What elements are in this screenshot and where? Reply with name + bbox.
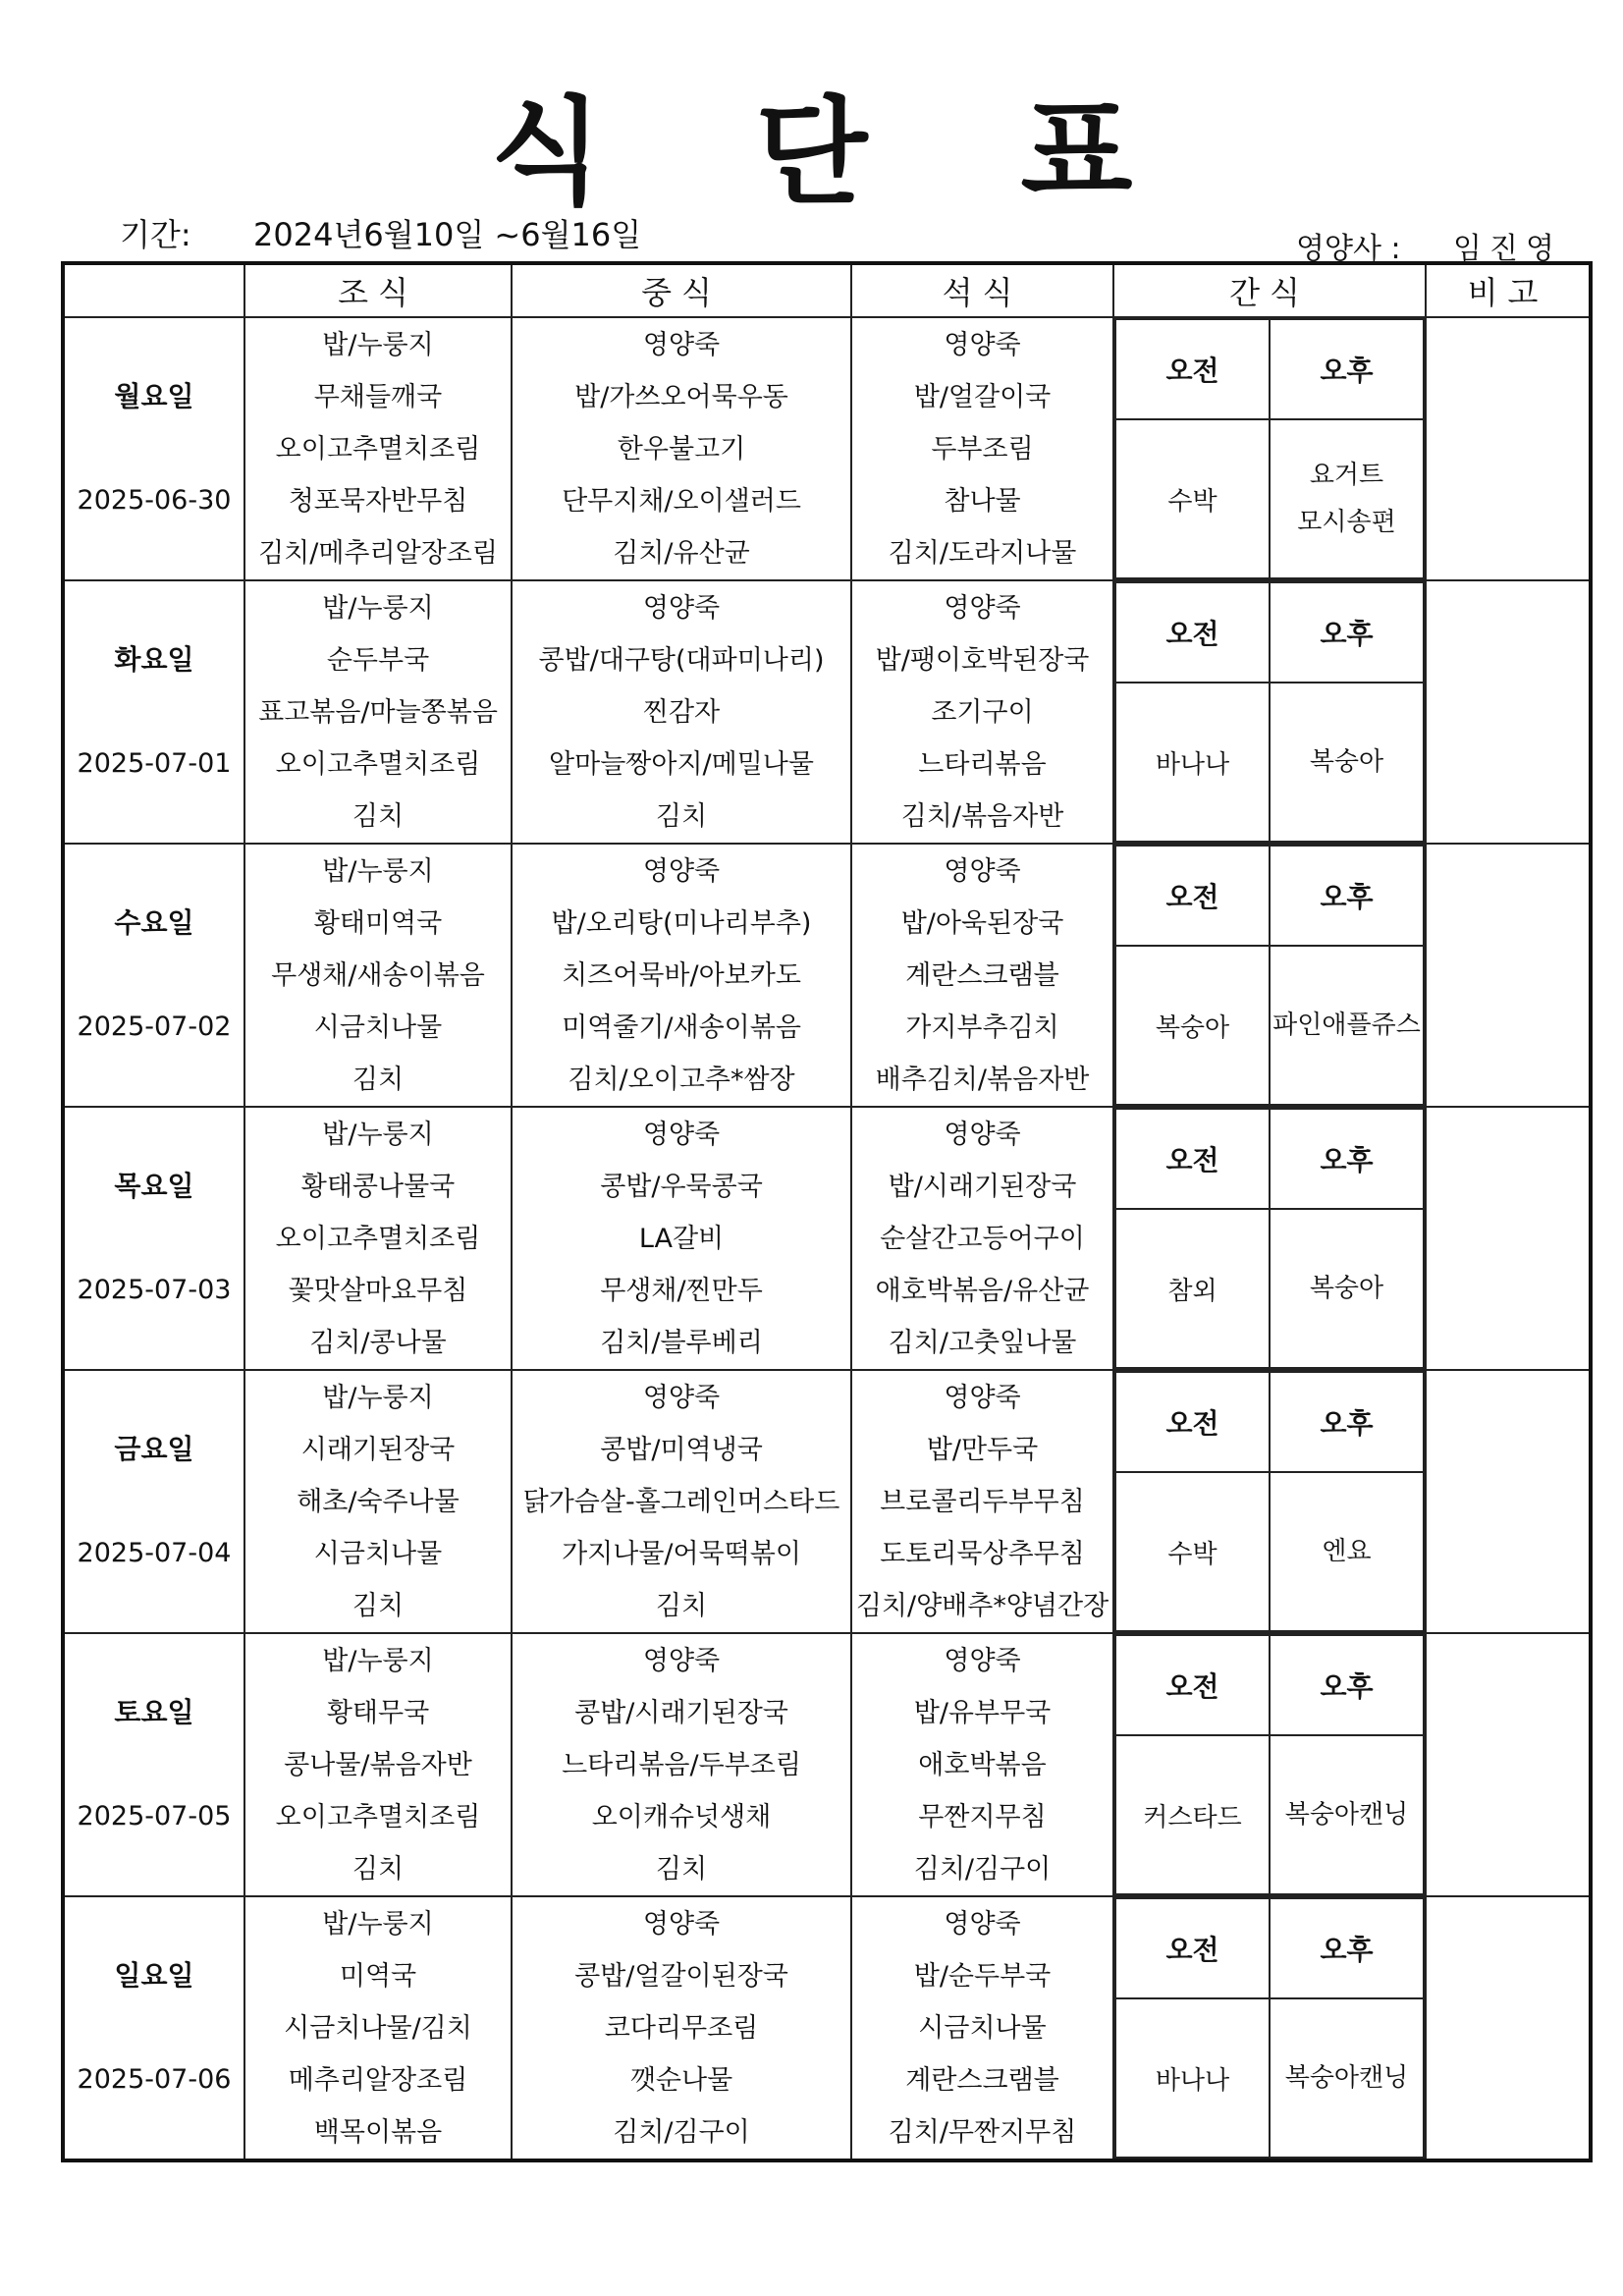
menu-item: 영양죽 (642, 1908, 721, 1940)
snack-pm-value: 복숭아캔닝 (1270, 1998, 1424, 2158)
menu-item: 오이고추멸치조림 (275, 1223, 481, 1254)
dinner-cell (851, 1896, 1113, 2160)
menu-item: 오이고추멸치조림 (275, 748, 481, 780)
menu-item: 찐감자 (642, 696, 721, 728)
menu-item: 황태콩나물국 (300, 1171, 456, 1202)
menu-item: 표고볶음/마늘쫑볶음 (258, 696, 498, 728)
snack-cell (1113, 1107, 1426, 1370)
title-char: 표 (1020, 84, 1133, 220)
menu-item: 밥/팽이호박된장국 (875, 644, 1090, 676)
menu-item: 황태미역국 (313, 907, 443, 939)
menu-item: 코다리무조림 (604, 2012, 759, 2044)
day-name: 일요일 (114, 1959, 194, 1992)
menu-item: 콩밥/얼갈이된장국 (574, 1960, 788, 1992)
note-cell (1426, 1896, 1591, 2160)
dinner-cell (851, 317, 1113, 580)
menu-table (61, 261, 1593, 2162)
snack-am-label: 오전 (1115, 1635, 1270, 1735)
menu-item: 두부조림 (931, 433, 1034, 465)
dinner-cell (851, 1107, 1113, 1370)
header-lunch: 중식 (512, 263, 851, 317)
menu-item: 무채들깨국 (313, 381, 443, 412)
menu-item: 순두부국 (326, 644, 430, 676)
menu-item: 해초/숙주나물 (297, 1486, 460, 1517)
menu-item: 애호박볶음 (918, 1749, 1047, 1780)
menu-item: 미역줄기/새송이볶음 (562, 1011, 801, 1043)
snack-pm-value: 엔요 (1270, 1472, 1424, 1631)
menu-item: 김치 (655, 800, 708, 832)
lunch-cell (512, 1107, 851, 1370)
snack-pm-label: 오후 (1270, 1635, 1424, 1735)
day-name: 토요일 (114, 1696, 194, 1728)
dinner-cell (851, 580, 1113, 844)
menu-item: 밥/누룽지 (322, 855, 434, 887)
menu-item: 메추리알장조림 (288, 2064, 468, 2096)
lunch-cell (512, 844, 851, 1107)
menu-item: 오이고추멸치조림 (275, 433, 481, 465)
header-dinner: 석식 (851, 263, 1113, 317)
menu-item: 영양죽 (642, 1119, 721, 1150)
menu-item: 영양죽 (944, 1119, 1021, 1150)
breakfast-cell (244, 1370, 512, 1633)
period-value: 2024년6월10일 ~6월16일 (253, 216, 642, 253)
snack-table (1114, 1108, 1425, 1369)
menu-item: 콩밥/미역냉국 (600, 1434, 763, 1465)
day-row (63, 317, 1591, 580)
snack-cell (1113, 1633, 1426, 1896)
menu-item: 배추김치/볶음자반 (875, 1064, 1090, 1095)
day-cell (63, 580, 244, 844)
menu-item: 오이캐슈넛생채 (591, 1801, 772, 1832)
menu-item: 느타리볶음 (918, 748, 1047, 780)
menu-item: 김치/도라지나물 (888, 537, 1077, 569)
note-cell (1426, 844, 1591, 1107)
menu-item: 황태무국 (326, 1697, 430, 1728)
snack-table (1114, 1634, 1425, 1895)
snack-am-label: 오전 (1115, 1898, 1270, 1998)
snack-am-label: 오전 (1115, 846, 1270, 946)
snack-pm-label: 오후 (1270, 582, 1424, 683)
menu-item: 영양죽 (944, 1382, 1021, 1413)
title-char: 단 (755, 84, 868, 220)
menu-item: 김치/양배추*양념간장 (855, 1590, 1109, 1621)
dinner-cell (851, 1633, 1113, 1896)
day-cell (63, 1633, 244, 1896)
snack-cell (1113, 1370, 1426, 1633)
snack-am-label: 오전 (1115, 582, 1270, 683)
menu-item: 가지부추김치 (905, 1011, 1059, 1043)
snack-cell (1113, 317, 1426, 580)
snack-pm-label: 오후 (1270, 1109, 1424, 1209)
breakfast-cell (244, 1896, 512, 2160)
snack-cell (1113, 844, 1426, 1107)
menu-item: 무생채/찐만두 (600, 1275, 763, 1306)
breakfast-cell (244, 580, 512, 844)
menu-item: LA갈비 (638, 1223, 725, 1254)
snack-pm-value: 요거트 모시송편 (1270, 419, 1424, 578)
menu-item: 김치 (352, 1853, 405, 1885)
snack-pm-label: 오후 (1270, 1372, 1424, 1472)
menu-item: 김치/메추리알장조림 (258, 537, 498, 569)
note-cell (1426, 317, 1591, 580)
menu-item: 콩밥/대구탕(대파미나리) (538, 644, 825, 676)
menu-item: 시금치나물 (313, 1538, 443, 1569)
menu-item: 김치 (352, 800, 405, 832)
snack-am-value: 복숭아 (1115, 946, 1270, 1105)
day-date: 2025-07-03 (77, 1275, 232, 1305)
menu-item: 느타리볶음/두부조림 (562, 1749, 801, 1780)
menu-item: 김치/유산균 (613, 537, 750, 569)
page-title (0, 59, 1623, 226)
day-row (63, 1107, 1591, 1370)
menu-item: 영양죽 (944, 329, 1021, 360)
nutritionist-label: 영양사 : (1296, 232, 1401, 266)
menu-item: 애호박볶음/유산균 (875, 1275, 1090, 1306)
snack-pm-value: 복숭아 (1270, 683, 1424, 842)
menu-item: 밥/순두부국 (913, 1960, 1052, 1992)
menu-item: 밥/오리탕(미나리부추) (551, 907, 812, 939)
menu-item: 시금치나물/김치 (284, 2012, 472, 2044)
menu-item: 가지나물/어묵떡볶이 (562, 1538, 801, 1569)
menu-item: 계란스크램블 (905, 959, 1059, 991)
menu-item: 치즈어묵바/아보카도 (562, 959, 801, 991)
menu-item: 영양죽 (642, 1382, 721, 1413)
snack-am-value: 바나나 (1115, 683, 1270, 842)
menu-item: 순살간고등어구이 (880, 1223, 1085, 1254)
snack-table (1114, 845, 1425, 1106)
breakfast-cell (244, 1107, 512, 1370)
menu-item: 무생채/새송이볶음 (271, 959, 485, 991)
day-date: 2025-07-01 (77, 748, 232, 779)
day-date: 2025-06-30 (77, 485, 232, 516)
menu-item: 닭가슴살-홀그레인머스타드 (522, 1486, 840, 1517)
header-snack: 간식 (1113, 263, 1426, 317)
menu-item: 김치 (352, 1064, 405, 1095)
snack-table (1114, 1897, 1425, 2159)
snack-am-value: 바나나 (1115, 1998, 1270, 2158)
note-cell (1426, 580, 1591, 844)
snack-pm-value: 복숭아 (1270, 1209, 1424, 1368)
lunch-cell (512, 1896, 851, 2160)
menu-item: 계란스크램블 (905, 2064, 1059, 2096)
menu-item: 브로콜리두부무침 (880, 1486, 1085, 1517)
day-date: 2025-07-06 (77, 2064, 232, 2095)
menu-item: 깻순나물 (629, 2064, 733, 2096)
day-date: 2025-07-05 (77, 1801, 232, 1831)
menu-item: 김치/콩나물 (309, 1327, 447, 1358)
menu-item: 미역국 (339, 1960, 417, 1992)
menu-item: 김치 (655, 1853, 708, 1885)
day-row (63, 844, 1591, 1107)
menu-item: 김치/오이고추*쌈장 (568, 1064, 795, 1095)
header-note: 비고 (1426, 263, 1591, 317)
snack-am-label: 오전 (1115, 1109, 1270, 1209)
period-label: 기간: (120, 216, 191, 253)
lunch-cell (512, 1370, 851, 1633)
breakfast-cell (244, 317, 512, 580)
menu-item: 밥/시래기된장국 (888, 1171, 1077, 1202)
day-date: 2025-07-04 (77, 1538, 232, 1568)
header-row (63, 263, 1591, 317)
menu-item: 김치 (655, 1590, 708, 1621)
header-breakfast: 조식 (244, 263, 512, 317)
day-date: 2025-07-02 (77, 1011, 232, 1042)
menu-item: 무짠지무침 (918, 1801, 1047, 1832)
lunch-cell (512, 580, 851, 844)
note-cell (1426, 1633, 1591, 1896)
snack-cell (1113, 580, 1426, 844)
day-row (63, 1896, 1591, 2160)
snack-pm-label: 오후 (1270, 319, 1424, 419)
menu-item: 영양죽 (944, 592, 1021, 624)
day-row (63, 580, 1591, 844)
snack-pm-value: 파인애플쥬스 (1270, 946, 1424, 1105)
snack-am-value: 수박 (1115, 419, 1270, 578)
menu-item: 영양죽 (944, 855, 1021, 887)
snack-table (1114, 318, 1425, 579)
menu-item: 밥/아욱된장국 (900, 907, 1064, 939)
day-cell (63, 317, 244, 580)
day-row (63, 1633, 1591, 1896)
snack-cell (1113, 1896, 1426, 2160)
menu-item: 시금치나물 (918, 2012, 1047, 2044)
menu-item: 김치/김구이 (613, 2116, 750, 2148)
day-name: 월요일 (114, 380, 194, 412)
note-cell (1426, 1107, 1591, 1370)
menu-item: 밥/누룽지 (322, 1119, 434, 1150)
snack-am-value: 수박 (1115, 1472, 1270, 1631)
menu-item: 시금치나물 (313, 1011, 443, 1043)
snack-table (1114, 581, 1425, 843)
menu-item: 영양죽 (642, 855, 721, 887)
menu-item: 밥/누룽지 (322, 1645, 434, 1676)
menu-item: 김치 (352, 1590, 405, 1621)
day-cell (63, 1107, 244, 1370)
menu-item: 김치/고춧잎나물 (888, 1327, 1077, 1358)
menu-item: 청포묵자반무침 (288, 485, 468, 517)
title-char: 식 (490, 84, 603, 220)
menu-item: 도토리묵상추무침 (880, 1538, 1085, 1569)
snack-pm-label: 오후 (1270, 846, 1424, 946)
dinner-cell (851, 1370, 1113, 1633)
menu-item: 오이고추멸치조림 (275, 1801, 481, 1832)
nutritionist-name: 임진영 (1453, 232, 1562, 266)
menu-item: 밥/얼갈이국 (913, 381, 1052, 412)
snack-pm-label: 오후 (1270, 1898, 1424, 1998)
snack-am-value: 참외 (1115, 1209, 1270, 1368)
menu-item: 시래기된장국 (300, 1434, 456, 1465)
menu-item: 영양죽 (944, 1908, 1021, 1940)
menu-item: 밥/가쓰오어묵우동 (574, 381, 788, 412)
menu-item: 김치/블루베리 (600, 1327, 763, 1358)
menu-item: 콩밥/시래기된장국 (574, 1697, 788, 1728)
menu-item: 꽃맛살마요무침 (288, 1275, 468, 1306)
lunch-cell (512, 1633, 851, 1896)
day-name: 화요일 (114, 643, 194, 676)
menu-item: 밥/누룽지 (322, 1382, 434, 1413)
day-row (63, 1370, 1591, 1633)
menu-item: 영양죽 (642, 329, 721, 360)
menu-item: 영양죽 (944, 1645, 1021, 1676)
menu-item: 밥/만두국 (926, 1434, 1039, 1465)
day-name: 수요일 (114, 906, 194, 939)
menu-item: 백목이볶음 (313, 2116, 443, 2148)
note-cell (1426, 1370, 1591, 1633)
menu-item: 밥/유부무국 (913, 1697, 1052, 1728)
menu-item: 콩나물/볶음자반 (284, 1749, 472, 1780)
snack-am-value: 커스타드 (1115, 1735, 1270, 1894)
menu-item: 영양죽 (642, 1645, 721, 1676)
day-name: 금요일 (114, 1433, 194, 1465)
snack-pm-value: 복숭아캔닝 (1270, 1735, 1424, 1894)
header-day (63, 263, 244, 317)
menu-item: 영양죽 (642, 592, 721, 624)
menu-item: 조기구이 (931, 696, 1034, 728)
snack-am-label: 오전 (1115, 1372, 1270, 1472)
snack-table (1114, 1371, 1425, 1632)
menu-item: 밥/누룽지 (322, 592, 434, 624)
breakfast-cell (244, 1633, 512, 1896)
menu-item: 밥/누룽지 (322, 329, 434, 360)
menu-item: 한우불고기 (617, 433, 746, 465)
dinner-cell (851, 844, 1113, 1107)
breakfast-cell (244, 844, 512, 1107)
menu-item: 김치/무짠지무침 (888, 2116, 1077, 2148)
lunch-cell (512, 317, 851, 580)
menu-item: 콩밥/우묵콩국 (600, 1171, 763, 1202)
menu-item: 알마늘짱아지/메밀나물 (549, 748, 814, 780)
menu-item: 단무지채/오이샐러드 (562, 485, 801, 517)
menu-item: 참나물 (944, 485, 1021, 517)
menu-item: 밥/누룽지 (322, 1908, 434, 1940)
menu-item: 김치/김구이 (913, 1853, 1052, 1885)
snack-am-label: 오전 (1115, 319, 1270, 419)
day-cell (63, 1370, 244, 1633)
day-cell (63, 1896, 244, 2160)
menu-item: 김치/볶음자반 (900, 800, 1064, 832)
day-cell (63, 844, 244, 1107)
day-name: 목요일 (114, 1170, 194, 1202)
